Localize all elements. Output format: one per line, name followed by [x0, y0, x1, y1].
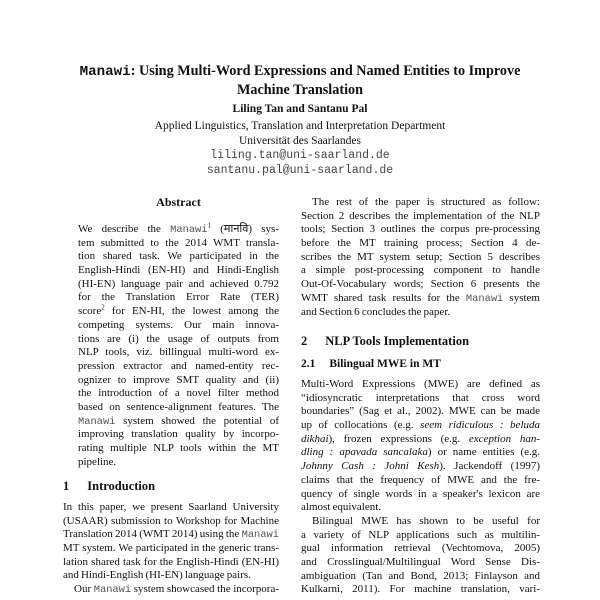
system-name: Manawi [170, 224, 208, 236]
text-line [301, 460, 540, 474]
text-line [301, 433, 540, 447]
text-segment: a simple post-processing component to handle [301, 264, 540, 277]
text-line [78, 237, 279, 251]
text-line [301, 237, 540, 251]
text-segment: (मानवि) sys- [211, 223, 279, 235]
text-segment: for the Translation Error Rate (TER) [78, 291, 279, 304]
text-segment: boundaries” (Sag et al., 2002). MWE can be made [301, 405, 540, 418]
text-line [78, 442, 279, 456]
introduction-body [63, 501, 279, 597]
text-line [78, 401, 279, 415]
text-line [63, 501, 279, 515]
text-line [301, 278, 540, 292]
section-title: NLP Tools Implementation [325, 334, 470, 348]
footnote-marker: 1 [207, 221, 212, 230]
text-line [63, 515, 279, 529]
paper-structure-paragraph [301, 196, 540, 319]
text-segment: ). Jackendoff (1997) [439, 460, 540, 473]
text-segment: tools; Section 3 outlines the corpus pre-processing [301, 223, 540, 236]
text-segment: almost equivalent. [301, 501, 382, 514]
title-text: : Using Multi-Word Expressions and Named Entities to Improve [130, 63, 521, 79]
text-segment: and Section 6 concludes the paper. [301, 305, 451, 318]
paper-title-line-2: Machine Translation [237, 82, 363, 98]
text-segment: lation shared task for the English-Hindi (EN-HI) [63, 555, 279, 568]
system-name: Manawi [241, 529, 279, 542]
text-segment: WMT shared task results for the [301, 291, 466, 304]
text-segment: rating multiple NLP tools within the MT [78, 442, 279, 454]
text-segment: ), frozen expressions (e.g. [328, 432, 469, 445]
text-segment: We describe the [78, 223, 171, 235]
text-line [301, 542, 540, 556]
text-segment: (USAAR) submission to Workshop for Machine [63, 514, 279, 527]
author-names: Liling Tan and Santanu Pal [232, 103, 368, 115]
text-segment: tion shared task. We participated in the [78, 250, 279, 263]
text-line [301, 264, 540, 278]
text-segment: Translation 2014 (WMT 2014) using the [63, 528, 242, 541]
text-line [78, 319, 279, 333]
text-line [301, 556, 540, 570]
text-line [78, 360, 279, 374]
text-line [301, 501, 540, 515]
text-segment: system [503, 291, 540, 304]
text-segment: score [78, 305, 102, 318]
text-line [78, 428, 279, 442]
text-segment: Section 2 describes the implementation of the NLP [301, 209, 540, 222]
section-number: 1 [63, 479, 70, 493]
text-segment: ) or name entities (e.g. [427, 446, 540, 459]
text-segment: based on sentence-alignment features. The [78, 400, 279, 413]
subsection-2-1-heading [301, 358, 441, 370]
text-line [301, 570, 540, 584]
text-line [78, 346, 279, 360]
text-segment: quency of single words in a speaker's lexicon are [301, 487, 540, 500]
text-segment: tem submitted to the 2014 WMT transla- [78, 236, 279, 249]
text-line [63, 583, 279, 597]
text-line [78, 415, 279, 429]
text-segment: Kulkarni, 2011). For machine translation, vari- [301, 583, 540, 596]
text-line [78, 291, 279, 305]
text-line [63, 542, 279, 556]
text-segment: and Crosslingual/Multilingual Word Sense Dis- [301, 555, 540, 568]
text-segment: ognizer to improve SMT quality and (ii) [78, 373, 279, 386]
text-segment: up of collocations (e.g. [301, 419, 421, 432]
email-2: santanu.pal@uni-saarland.de [206, 164, 394, 177]
system-name: Manawi [78, 415, 116, 428]
text-line [78, 456, 279, 470]
section-1-heading [63, 479, 155, 494]
text-line [301, 378, 540, 392]
text-segment: Our [74, 583, 94, 596]
text-line [301, 529, 540, 543]
abstract-body [78, 223, 279, 469]
text-segment: claims that the frequency of MWE and the fre- [301, 473, 540, 486]
text-segment: improving translation quality by incorpo- [78, 428, 279, 441]
text-segment: and Hindi-English (HI-EN) language pairs. [63, 569, 251, 582]
text-line [301, 474, 540, 488]
text-line [301, 306, 540, 320]
section-2-1-body [301, 378, 540, 597]
text-line [301, 196, 540, 210]
text-line [301, 515, 540, 529]
section-title: Introduction [87, 479, 156, 493]
italic-example: dling : apavada sancalaka [301, 446, 428, 459]
text-segment: scribes the MT system setup; Section 5 describes [301, 250, 540, 263]
text-segment: Bilingual MWE has shown to be useful for [312, 514, 540, 527]
section-number: 2 [301, 334, 308, 348]
text-line [78, 305, 279, 319]
text-segment: system showcased the incorpora- [131, 583, 279, 596]
text-line [301, 419, 540, 433]
text-segment: The rest of the paper is structured as follow: [312, 196, 540, 208]
abstract-heading: Abstract [156, 195, 201, 209]
text-segment: system showed the potential of [115, 414, 279, 427]
system-name: Manawi [465, 292, 504, 305]
text-line [301, 223, 540, 237]
system-name: Manawi [93, 584, 132, 597]
italic-example: Johnny Cash : Johni Kesh [301, 460, 440, 473]
text-segment: NLP tools, viz. billingual multi-word ex- [78, 346, 279, 359]
text-segment: ambiguation (Tan and Bond, 2013; Finlayson and [301, 569, 540, 582]
text-line [78, 223, 279, 237]
text-line [301, 292, 540, 306]
text-segment: gual information retrieval (Vechtomova, 2005) [301, 542, 540, 555]
text-segment: Out-Of-Vocabulary words; Section 6 presents the [301, 278, 540, 291]
text-segment: for EN-HI, the lowest among the [104, 305, 279, 318]
text-segment: In this paper, we present Saarland University [63, 501, 279, 513]
text-line [301, 251, 540, 265]
text-line [301, 392, 540, 406]
text-line [78, 333, 279, 347]
text-segment: pipeline. [78, 455, 117, 468]
text-segment: MT system. We participated in the generic trans- [63, 542, 279, 555]
subsection-title: Bilingual MWE in MT [329, 358, 441, 370]
text-line [301, 446, 540, 460]
email-1: liling.tan@uni-saarland.de [210, 149, 390, 162]
system-name: Manawi [79, 64, 131, 80]
text-segment: before the MT training process; Section 4 de- [301, 237, 540, 250]
footnote-marker: 2 [101, 303, 105, 312]
text-segment: pression extractor and named-entity rec- [78, 359, 279, 372]
text-line [78, 374, 279, 388]
italic-example: seem ridiculous : beluda [420, 419, 540, 432]
text-segment: competing systems. Our main innova- [78, 318, 279, 331]
text-line [301, 210, 540, 224]
text-line [301, 405, 540, 419]
text-segment: tions are (i) the usage of outputs from [78, 332, 279, 345]
affiliation: Applied Linguistics, Translation and Interpretation Department [154, 120, 446, 132]
text-segment: Multi-Word Expressions (MWE) are defined as [301, 378, 540, 390]
text-line [78, 264, 279, 278]
text-segment: (HI-EN) language pair and achieved 0.792 [78, 277, 279, 290]
italic-example: exception han- [468, 432, 540, 445]
text-segment: a variety of NLP applications such as multilin- [301, 528, 540, 541]
section-2-heading [301, 334, 469, 349]
text-line [63, 569, 279, 583]
text-segment: English-Hindi (EN-HI) and Hindi-English [78, 264, 279, 277]
text-segment: the introduction of a novel filter method [78, 387, 279, 400]
text-line [78, 250, 279, 264]
text-line [78, 278, 279, 292]
subsection-number: 2.1 [301, 358, 316, 370]
text-line [301, 583, 540, 597]
text-line [301, 488, 540, 502]
university: Universität des Saarlandes [239, 135, 361, 147]
paper-title-line-1 [0, 62, 600, 82]
text-line [63, 528, 279, 542]
text-line [63, 556, 279, 570]
text-segment: “idiosyncratic interpretations that cross word [301, 391, 540, 404]
text-line [78, 387, 279, 401]
italic-example: dikhai [301, 432, 329, 445]
